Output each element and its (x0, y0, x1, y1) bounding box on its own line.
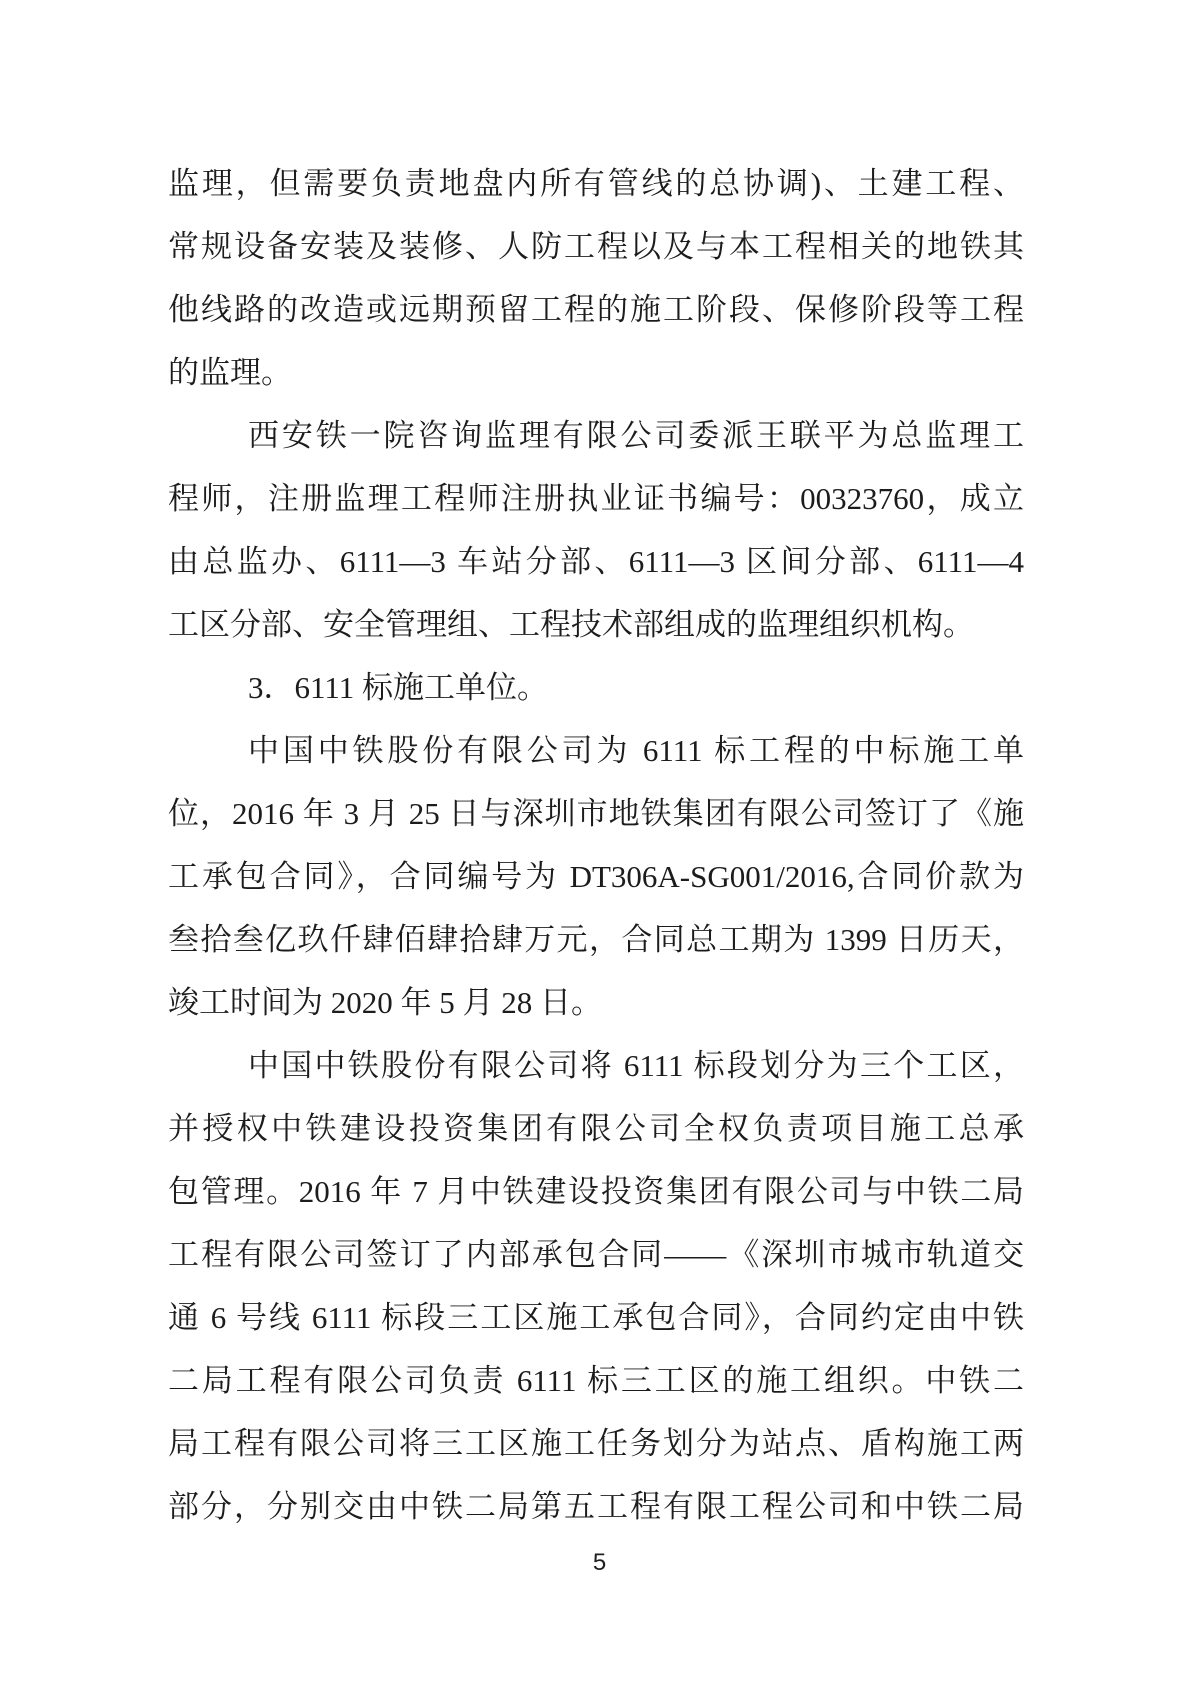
text-line: 3．6111 标施工单位。 (248, 670, 548, 705)
text-line: 叁拾叁亿玖仟肆佰肆拾肆万元，合同总工期为 1399 日历天， (168, 922, 1024, 957)
text-line: 位，2016 年 3 月 25 日与深圳市地铁集团有限公司签订了《施 (168, 796, 1024, 831)
text-line: 工程有限公司签订了内部承包合同——《深圳市城市轨道交 (168, 1237, 1024, 1272)
text-line: 监理，但需要负责地盘内所有管线的总协调)、土建工程、 (168, 166, 1024, 201)
text-line: 并授权中铁建设投资集团有限公司全权负责项目施工总承 (168, 1111, 1024, 1146)
text-line: 西安铁一院咨询监理有限公司委派王联平为总监理工 (248, 418, 1024, 453)
text-line: 他线路的改造或远期预留工程的施工阶段、保修阶段等工程 (168, 292, 1024, 327)
text-line: 竣工时间为 2020 年 5 月 28 日。 (168, 985, 602, 1020)
text-line: 中国中铁股份有限公司为 6111 标工程的中标施工单 (248, 733, 1024, 768)
text-line: 程师，注册监理工程师注册执业证书编号：00323760，成立 (168, 481, 1024, 516)
text-line: 局工程有限公司将三工区施工任务划分为站点、盾构施工两 (168, 1426, 1024, 1461)
text-line: 工区分部、安全管理组、工程技术部组成的监理组织机构。 (168, 607, 974, 642)
text-line: 中国中铁股份有限公司将 6111 标段划分为三个工区， (248, 1048, 1024, 1083)
page-number: 5 (592, 1549, 607, 1576)
text-line: 的监理。 (168, 355, 292, 390)
document-body (168, 152, 1024, 1538)
text-line: 二局工程有限公司负责 6111 标三工区的施工组织。中铁二 (168, 1363, 1024, 1398)
text-line: 工承包合同》，合同编号为 DT306A-SG001/2016,合同价款为 (168, 859, 1024, 894)
text-line: 常规设备安装及装修、人防工程以及与本工程相关的地铁其 (168, 229, 1024, 264)
text-line: 通 6 号线 6111 标段三工区施工承包合同》，合同约定由中铁 (168, 1300, 1024, 1335)
text-line: 部分，分别交由中铁二局第五工程有限工程公司和中铁二局 (168, 1489, 1024, 1524)
text-line: 包管理。2016 年 7 月中铁建设投资集团有限公司与中铁二局 (168, 1174, 1024, 1209)
text-line: 由总监办、6111—3 车站分部、6111—3 区间分部、6111—4 (168, 544, 1024, 579)
